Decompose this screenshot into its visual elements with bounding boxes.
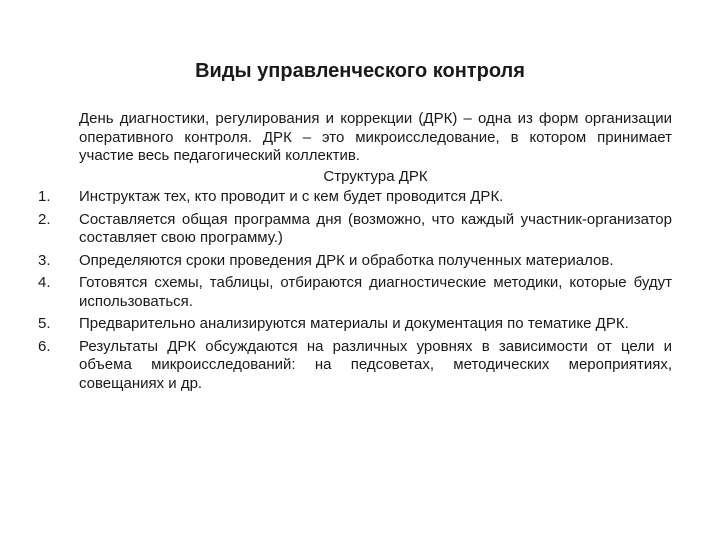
slide-body — [38, 110, 672, 397]
numbered-list — [38, 188, 672, 393]
section-subtitle: Структура ДРК — [323, 167, 428, 185]
slide-title: Виды управленческого контроля — [195, 60, 525, 82]
list-item-number: 1. — [38, 188, 51, 205]
list-item-number: 6. — [38, 337, 51, 355]
list-item — [38, 338, 672, 394]
list-item — [38, 315, 672, 334]
list-item-number: 4. — [38, 274, 51, 291]
list-item — [38, 252, 672, 271]
list-item-number: 5. — [38, 315, 51, 332]
list-item-text: Инструктаж тех, кто проводит и с кем будет проводится ДРК. — [79, 188, 504, 205]
list-item-number: 3. — [38, 251, 51, 269]
list-item-text: Определяются сроки проведения ДРК и обработка полученных материалов. — [79, 251, 614, 269]
list-item — [38, 274, 672, 311]
list-item — [38, 211, 672, 248]
list-item-number: 2. — [38, 210, 51, 228]
intro-paragraph: День диагностики, регулирования и коррекции (ДРК) – одна из форм организации оперативного контроля. ДРК – это микроисследование, в котором принимает участие весь педагогический коллектив. — [79, 110, 672, 164]
list-item-text: Составляется общая программа дня (возможно, что каждый участник-организатор составляет свою программу.) — [79, 210, 672, 246]
list-item-text: Результаты ДРК обсуждаются на различных уровнях в зависимости от цели и объема микроисследований: на педсоветах, методических мероприятиях, совещаниях и др. — [79, 337, 672, 392]
list-item — [38, 188, 672, 207]
list-item-text: Готовятся схемы, таблицы, отбираются диагностические методики, которые будут использоваться. — [79, 274, 672, 310]
list-item-text: Предварительно анализируются материалы и документация по тематике ДРК. — [79, 315, 629, 332]
